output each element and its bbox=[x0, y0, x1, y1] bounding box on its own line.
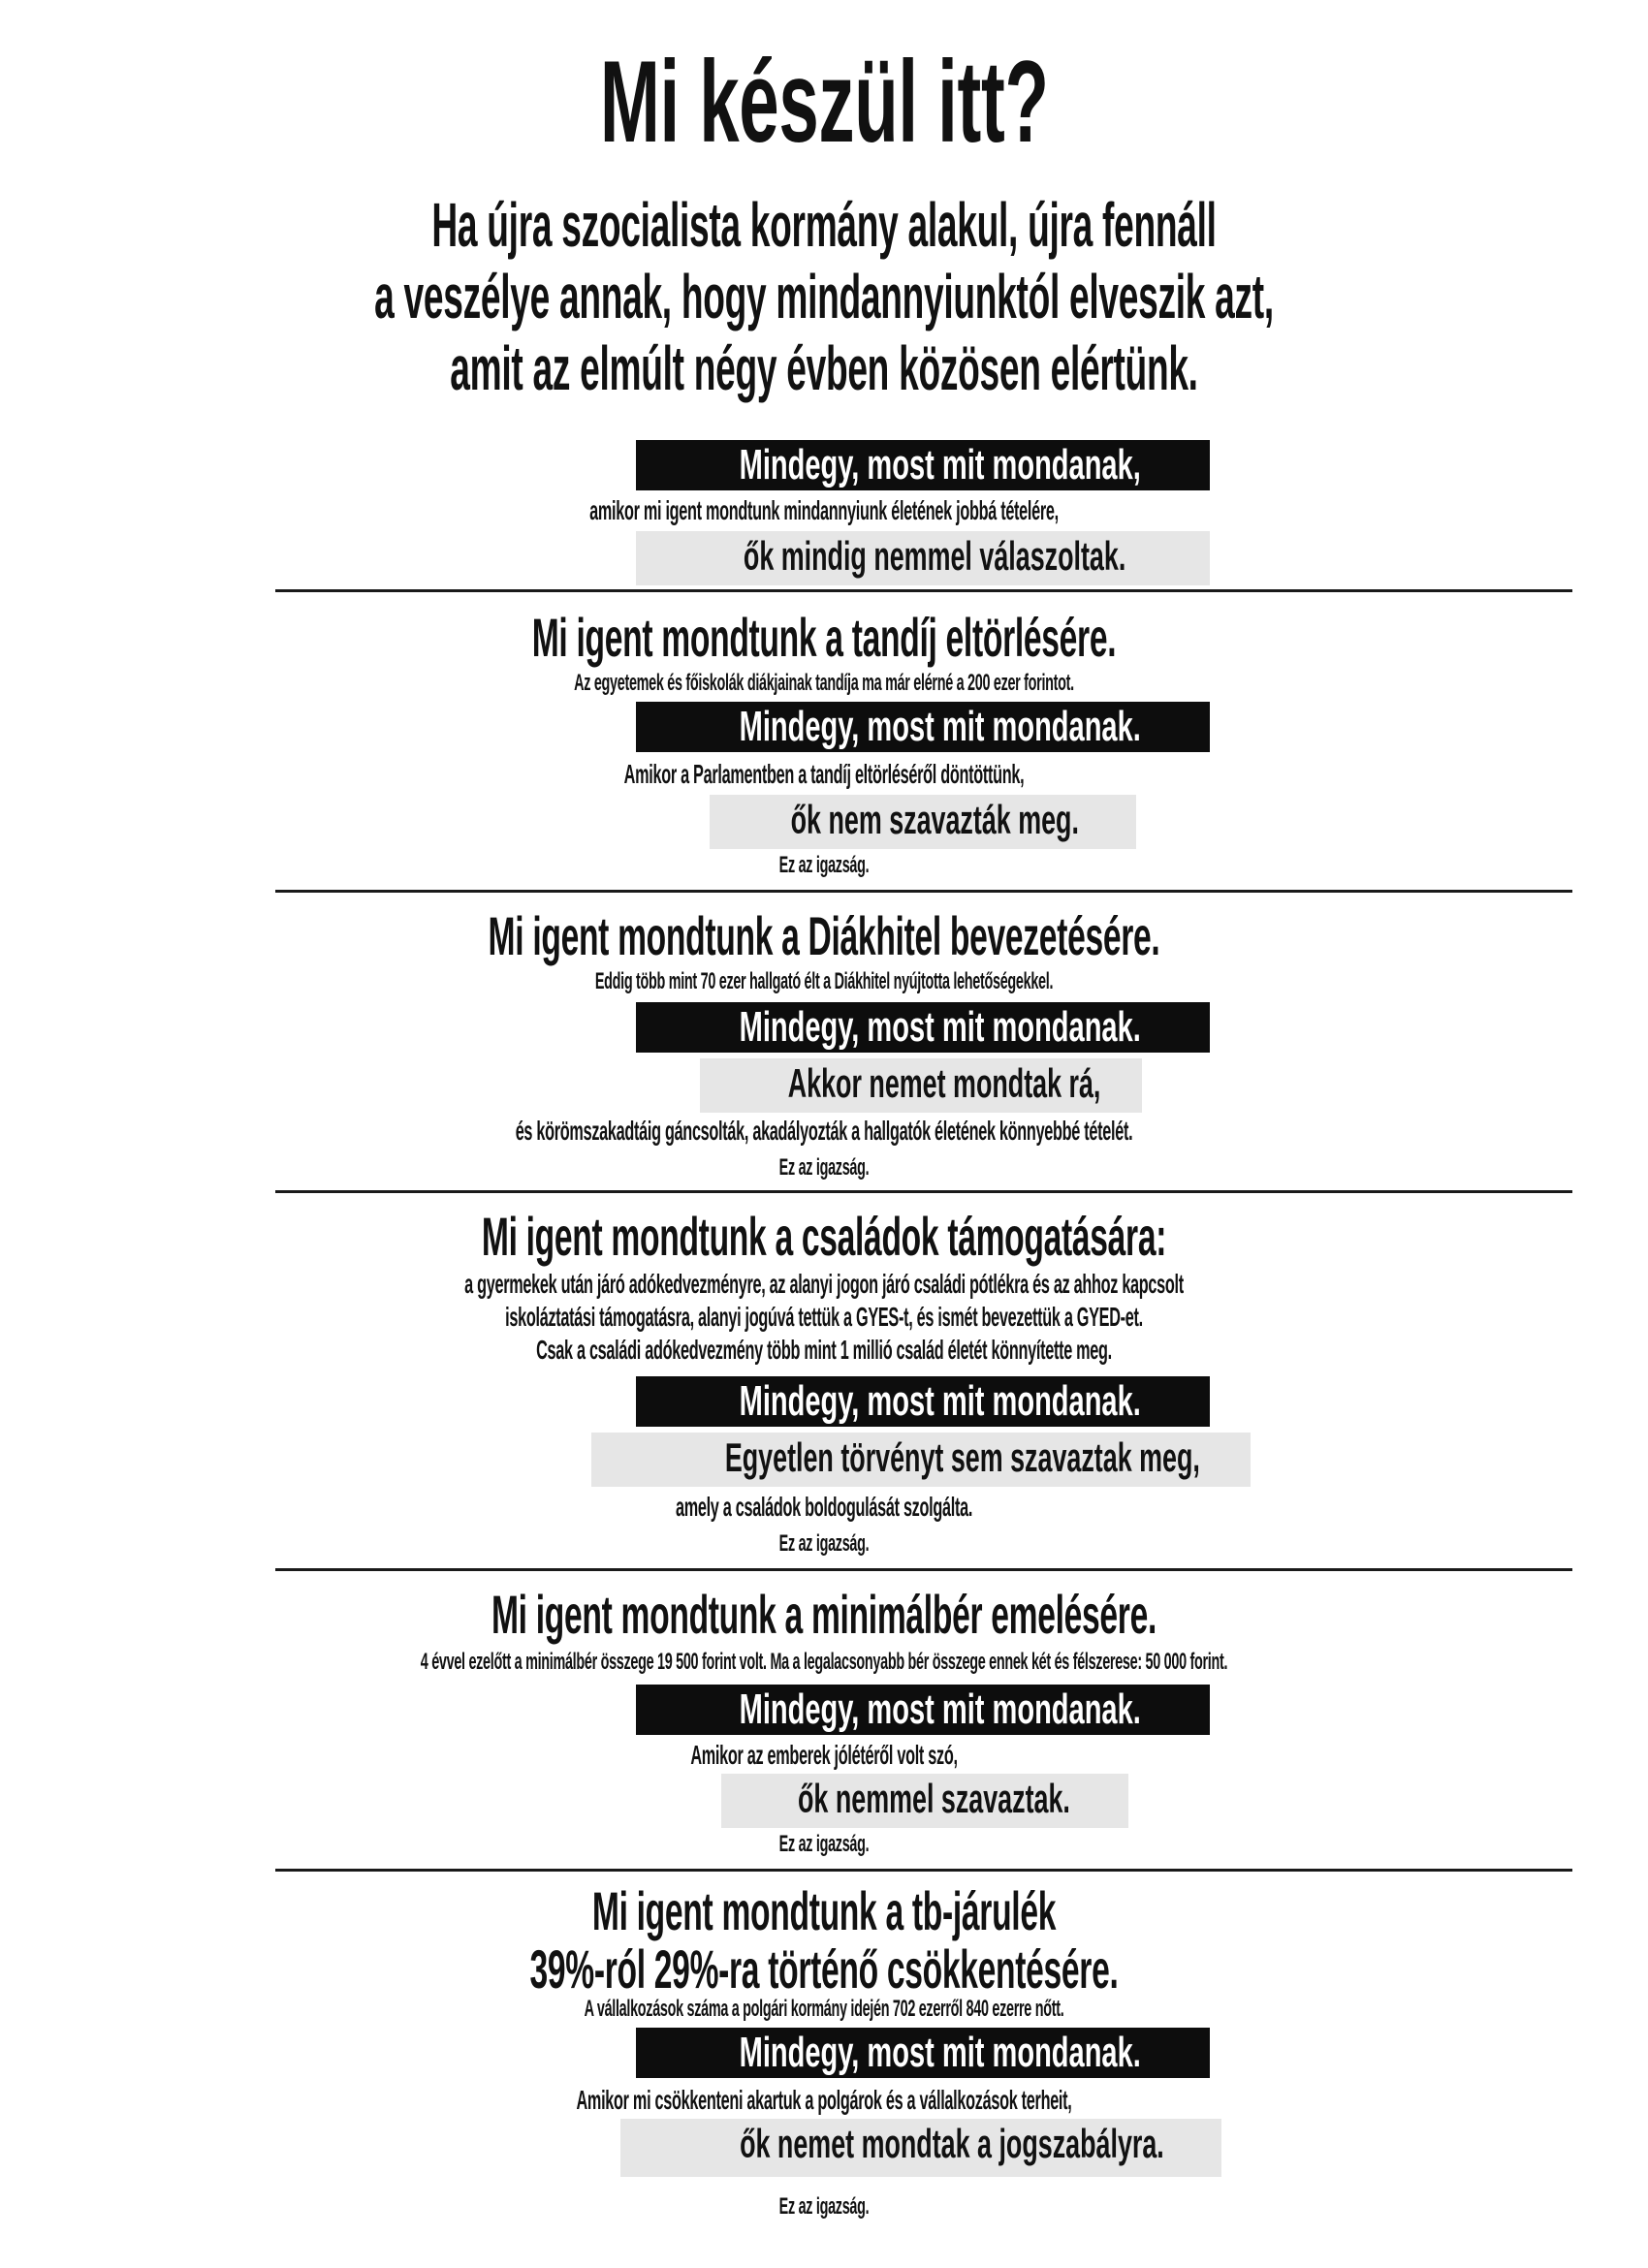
section-heading bbox=[0, 907, 1648, 965]
section-facts bbox=[0, 1995, 1648, 2024]
section-highlight bbox=[620, 2119, 1221, 2177]
before-highlight-text: Amikor az emberek jólétéről volt szó, bbox=[690, 1740, 958, 1770]
heading-line: 39%-ról 29%-ra történő csökkentésére. bbox=[529, 1938, 1119, 2000]
before-highlight bbox=[0, 758, 1648, 791]
section-banner bbox=[636, 1685, 1210, 1735]
closing-text: Ez az igazság. bbox=[778, 1831, 870, 1857]
highlight-text: ők nemmel szavaztak. bbox=[798, 1776, 1070, 1821]
section-heading bbox=[0, 1586, 1648, 1644]
fact-line: A vállalkozások száma a polgári kormány idején 702 ezerről 840 ezerre nőtt. bbox=[584, 1996, 1064, 2022]
banner-text: Mindegy, most mit mondanak. bbox=[739, 2029, 1141, 2076]
before-highlight bbox=[0, 1739, 1648, 1772]
lead-line: amit az elmúlt négy évben közösen elértünk. bbox=[450, 333, 1198, 403]
section-facts bbox=[0, 1648, 1648, 1677]
section-facts bbox=[0, 1268, 1648, 1367]
section-facts bbox=[0, 967, 1648, 996]
banner-text: Mindegy, most mit mondanak. bbox=[739, 703, 1141, 750]
section-divider bbox=[275, 1869, 1572, 1872]
intro-text bbox=[0, 494, 1648, 527]
after-highlight bbox=[0, 1115, 1648, 1148]
closing-line bbox=[0, 1830, 1648, 1859]
closing-text: Ez az igazság. bbox=[778, 2193, 870, 2220]
section-banner bbox=[636, 702, 1210, 752]
heading-line: Mi igent mondtunk a minimálbér emelésére. bbox=[491, 1584, 1157, 1645]
intro-highlight bbox=[636, 531, 1210, 585]
closing-line bbox=[0, 1529, 1648, 1559]
fact-line: iskoláztatási támogatásra, alanyi jogúvá tettük a GYES-t, és ismét bevezettük a GYED-et. bbox=[505, 1302, 1143, 1332]
banner-text: Mindegy, most mit mondanak. bbox=[739, 1685, 1141, 1733]
closing-line bbox=[0, 2192, 1648, 2221]
section-banner bbox=[636, 1002, 1210, 1053]
section-divider bbox=[275, 1190, 1572, 1193]
section-banner bbox=[636, 1376, 1210, 1427]
highlight-text: Akkor nemet mondtak rá, bbox=[787, 1060, 1101, 1106]
section-banner bbox=[636, 2028, 1210, 2078]
closing-line bbox=[0, 1153, 1648, 1182]
banner-text: Mindegy, most mit mondanak. bbox=[739, 1377, 1141, 1425]
after-highlight-text: amely a családok boldogulását szolgálta. bbox=[675, 1492, 973, 1522]
closing-text: Ez az igazság. bbox=[778, 852, 870, 878]
section-highlight bbox=[710, 795, 1136, 849]
heading-line: Mi igent mondtunk a Diákhitel bevezetésére. bbox=[488, 905, 1160, 966]
intro-line: amikor mi igent mondtunk mindannyiunk életének jobbá tételére, bbox=[589, 495, 1059, 525]
section-heading bbox=[0, 1208, 1648, 1266]
section-heading bbox=[0, 1882, 1648, 1999]
section-divider bbox=[275, 890, 1572, 893]
lead-paragraph bbox=[0, 189, 1648, 404]
lead-line: a veszélye annak, hogy mindannyiunktól elveszik azt, bbox=[374, 262, 1274, 331]
banner-text: Mindegy, most mit mondanak, bbox=[739, 441, 1141, 488]
before-highlight-text: Amikor a Parlamentben a tandíj eltörléséről döntöttünk, bbox=[623, 759, 1025, 789]
highlight-text: Egyetlen törvényt sem szavaztak meg, bbox=[724, 1434, 1200, 1480]
after-highlight bbox=[0, 1491, 1648, 1524]
heading-line: Mi igent mondtunk a családok támogatására: bbox=[481, 1206, 1167, 1267]
before-highlight-text: Amikor mi csökkenteni akartuk a polgárok és a vállalkozások terheit, bbox=[576, 2085, 1072, 2115]
highlight-text: ők nemet mondtak a jogszabályra. bbox=[740, 2121, 1164, 2166]
section-heading bbox=[0, 609, 1648, 667]
section-highlight bbox=[721, 1774, 1128, 1828]
title-text: Mi készül itt? bbox=[599, 37, 1049, 167]
section-highlight bbox=[700, 1058, 1142, 1113]
after-highlight-text: és körömszakadtáig gáncsolták, akadályozták a hallgatók életének könnyebbé tételét. bbox=[515, 1116, 1133, 1146]
banner-text: Mindegy, most mit mondanak. bbox=[739, 1003, 1141, 1051]
closing-text: Ez az igazság. bbox=[778, 1154, 870, 1181]
before-highlight bbox=[0, 2084, 1648, 2117]
lead-line: Ha újra szocialista kormány alakul, újra fennáll bbox=[431, 190, 1217, 260]
section-facts bbox=[0, 669, 1648, 698]
fact-line: a gyermekek után járó adókedvezményre, az alanyi jogon járó családi pótlékra és az ahhoz kapcsolt bbox=[464, 1269, 1184, 1299]
fact-line: Eddig több mint 70 ezer hallgató élt a Diákhitel nyújtotta lehetőségekkel. bbox=[594, 968, 1054, 994]
heading-line: Mi igent mondtunk a tb-járulék bbox=[591, 1880, 1057, 1941]
intro-banner bbox=[636, 440, 1210, 490]
closing-line bbox=[0, 851, 1648, 880]
fact-line: 4 évvel ezelőtt a minimálbér összege 19 500 forint volt. Ma a legalacsonyabb bér összege ennek két és félszerese: 50 000 forint. bbox=[420, 1649, 1228, 1675]
heading-line: Mi igent mondtunk a tandíj eltörlésére. bbox=[531, 607, 1117, 668]
highlight-text: ők mindig nemmel válaszoltak. bbox=[743, 533, 1126, 579]
section-divider bbox=[275, 589, 1572, 592]
fact-line: Csak a családi adókedvezmény több mint 1 millió család életét könnyítette meg. bbox=[536, 1335, 1112, 1365]
section-divider bbox=[275, 1568, 1572, 1571]
fact-line: Az egyetemek és főiskolák diákjainak tandíja ma már elérné a 200 ezer forintot. bbox=[574, 670, 1074, 696]
page-title bbox=[0, 39, 1648, 165]
highlight-text: ők nem szavazták meg. bbox=[790, 797, 1079, 842]
section-highlight bbox=[591, 1433, 1251, 1487]
closing-text: Ez az igazság. bbox=[778, 1530, 870, 1557]
